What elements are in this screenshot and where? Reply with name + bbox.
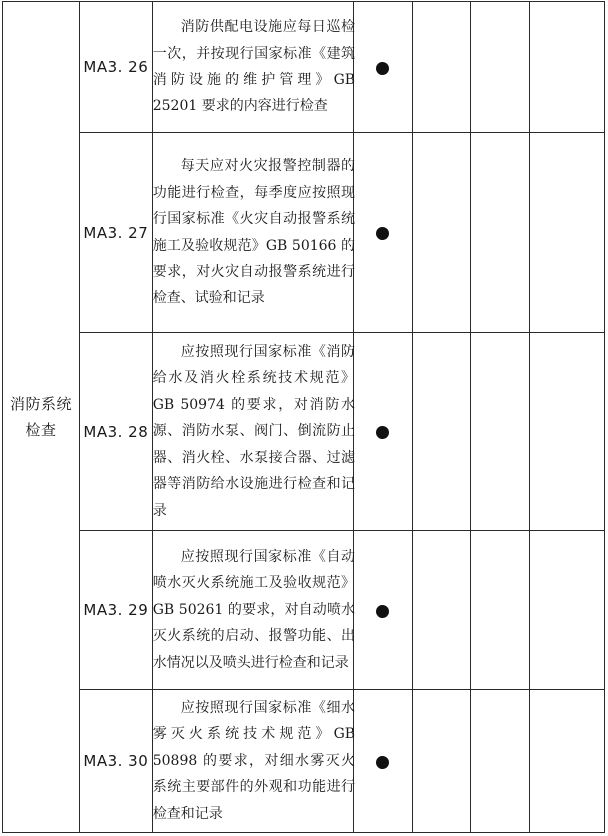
requirement-text: 应按照现行国家标准《自动喷水灭火系统施工及验收规范》GB 50261 的要求，对自动喷水灭火系统的启动、报警功能、出水情况以及喷头进行检查和记录: [152, 548, 356, 671]
mark-cell: [354, 333, 413, 531]
item-code: MA3. 30: [79, 690, 152, 833]
item-code: MA3. 26: [79, 2, 152, 133]
requirement-cell: [152, 333, 356, 531]
mark-cell: [354, 2, 413, 133]
empty-cell: [412, 690, 471, 833]
requirement-cell: [152, 2, 356, 133]
empty-cell: [530, 2, 605, 133]
empty-cell: [412, 133, 471, 333]
item-code: MA3. 29: [79, 531, 152, 690]
empty-cell: [412, 333, 471, 531]
filled-circle-icon: [376, 756, 389, 769]
requirement-cell: [152, 133, 356, 333]
empty-cell: [471, 133, 530, 333]
filled-circle-icon: [376, 605, 389, 618]
empty-cell: [530, 531, 605, 690]
empty-cell: [412, 2, 471, 133]
mark-cell: [354, 133, 413, 333]
item-code: MA3. 27: [79, 133, 152, 333]
requirement-cell: [152, 531, 356, 690]
category-label-line2: 检查: [25, 421, 57, 439]
empty-cell: [471, 531, 530, 690]
category-cell: [3, 2, 80, 833]
empty-cell: [471, 333, 530, 531]
table-row: [3, 531, 605, 690]
empty-cell: [530, 690, 605, 833]
filled-circle-icon: [376, 227, 389, 240]
requirement-text: 应按照现行国家标准《细水雾灭火系统技术规范》GB 50898 的要求，对细水雾灭火系统主要部件的外观和功能进行检查和记录: [152, 699, 356, 822]
table-row: [3, 2, 605, 133]
inspection-table: [2, 1, 605, 833]
requirement-cell: [152, 690, 356, 833]
requirement-text: 应按照现行国家标准《消防给水及消火栓系统技术规范》GB 50974 的要求，对消防水源、消防水泵、阀门、倒流防止器、消火栓、水泵接合器、过滤器等消防给水设施进行检查和记录: [152, 344, 356, 519]
table-row: [3, 333, 605, 531]
empty-cell: [530, 133, 605, 333]
requirement-text: 消防供配电设施应每日巡检一次，并按现行国家标准《建筑消防设施的维护管理》GB 25201 要求的内容进行检查: [152, 19, 356, 115]
filled-circle-icon: [376, 62, 389, 75]
requirement-text: 每天应对火灾报警控制器的功能进行检查，每季度应按照现行国家标准《火灾自动报警系统施工及验收规范》GB 50166 的要求，对火灾自动报警系统进行检查、试验和记录: [152, 158, 356, 307]
empty-cell: [471, 2, 530, 133]
category-label-line1: 消防系统: [9, 395, 72, 413]
filled-circle-icon: [376, 426, 389, 439]
item-code: MA3. 28: [79, 333, 152, 531]
mark-cell: [354, 531, 413, 690]
empty-cell: [412, 531, 471, 690]
mark-cell: [354, 690, 413, 833]
empty-cell: [471, 690, 530, 833]
empty-cell: [530, 333, 605, 531]
table-row: [3, 133, 605, 333]
table-row: [3, 690, 605, 833]
